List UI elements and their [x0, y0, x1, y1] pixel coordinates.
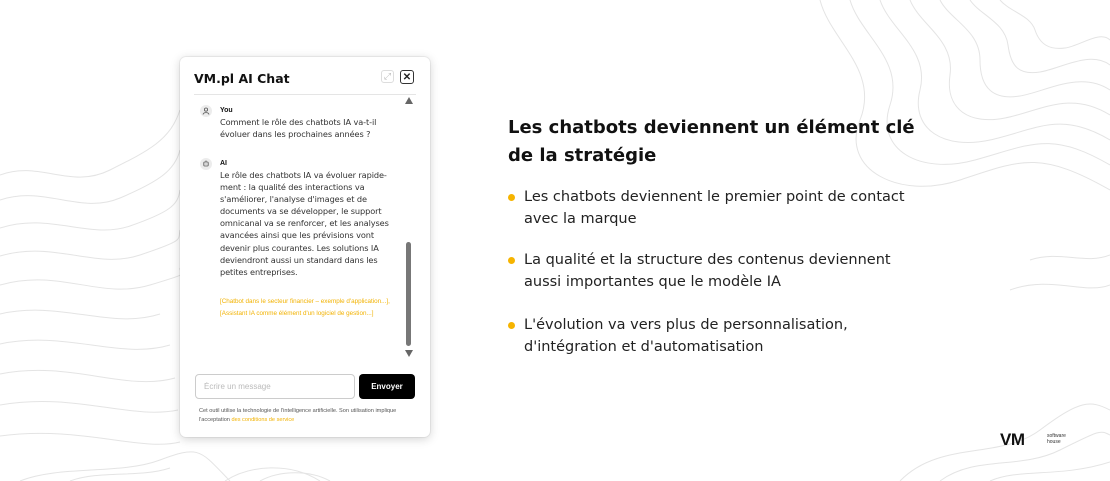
bullet-dot-icon [508, 194, 515, 201]
user-message-text: Comment le rôle des chatbots IA va-t-il évoluer dans les prochaines années ? [220, 117, 377, 140]
message-input[interactable] [195, 374, 355, 399]
ai-message-text: Le rôle des chatbots IA va évoluer rapide-ment : la qualité des interactions va s'améliorer, l'analyse d'images et de documents va se développer, le support omnicanal va se renforcer, et les analyses avancées ainsi que les prévisions vont devenir plus courantes. Les solutions IA deviendront aussi un standard dans les petites entreprises. [220, 170, 389, 277]
bullet-text: L'évolution va vers plus de personnalisation, d'intégration et d'automatisation [524, 317, 848, 355]
brand-logo [1000, 430, 1080, 450]
scroll-up-arrow-icon[interactable] [405, 97, 413, 104]
bullet-dot-icon [508, 322, 515, 329]
ai-author-label: AI [220, 160, 227, 167]
ai-avatar-icon [200, 158, 212, 170]
logo-wordmark: VM [1000, 430, 1025, 449]
message-list [194, 101, 404, 393]
chat-title: VM.pl AI Chat [194, 71, 290, 86]
bullet-dot-icon [508, 257, 515, 264]
chat-window [180, 57, 430, 437]
user-author-label: You [220, 107, 233, 114]
expand-icon[interactable]: ⤢ [381, 70, 394, 83]
bullet-text: Les chatbots deviennent le premier point de contact avec la marque [524, 189, 905, 227]
ai-message-sources[interactable]: [Chatbot dans le secteur financier – exemple d'application...], [Assistant IA comme élément d'un logiciel de gestion...] [220, 298, 390, 317]
scrollbar-thumb[interactable] [406, 242, 411, 346]
terms-link[interactable]: des conditions de service [231, 417, 295, 423]
disclaimer-text: Cet outil utilise la technologie de l'intelligence artificielle. Son utilisation implique l'acceptation [199, 408, 397, 423]
send-button[interactable]: Envoyer [359, 374, 415, 399]
scrollbar[interactable] [406, 107, 411, 347]
chat-header [180, 57, 430, 95]
close-icon[interactable]: ✕ [400, 70, 414, 84]
scroll-down-arrow-icon[interactable] [405, 350, 413, 357]
user-avatar-icon [200, 105, 212, 117]
disclaimer [199, 407, 413, 425]
logo-tagline: software house [1047, 433, 1066, 445]
section-heading: Les chatbots deviennent un élément clé de la stratégie [508, 117, 915, 166]
bullet-text: La qualité et la structure des contenus deviennent aussi importantes que le modèle IA [524, 252, 891, 290]
header-divider [194, 94, 416, 95]
